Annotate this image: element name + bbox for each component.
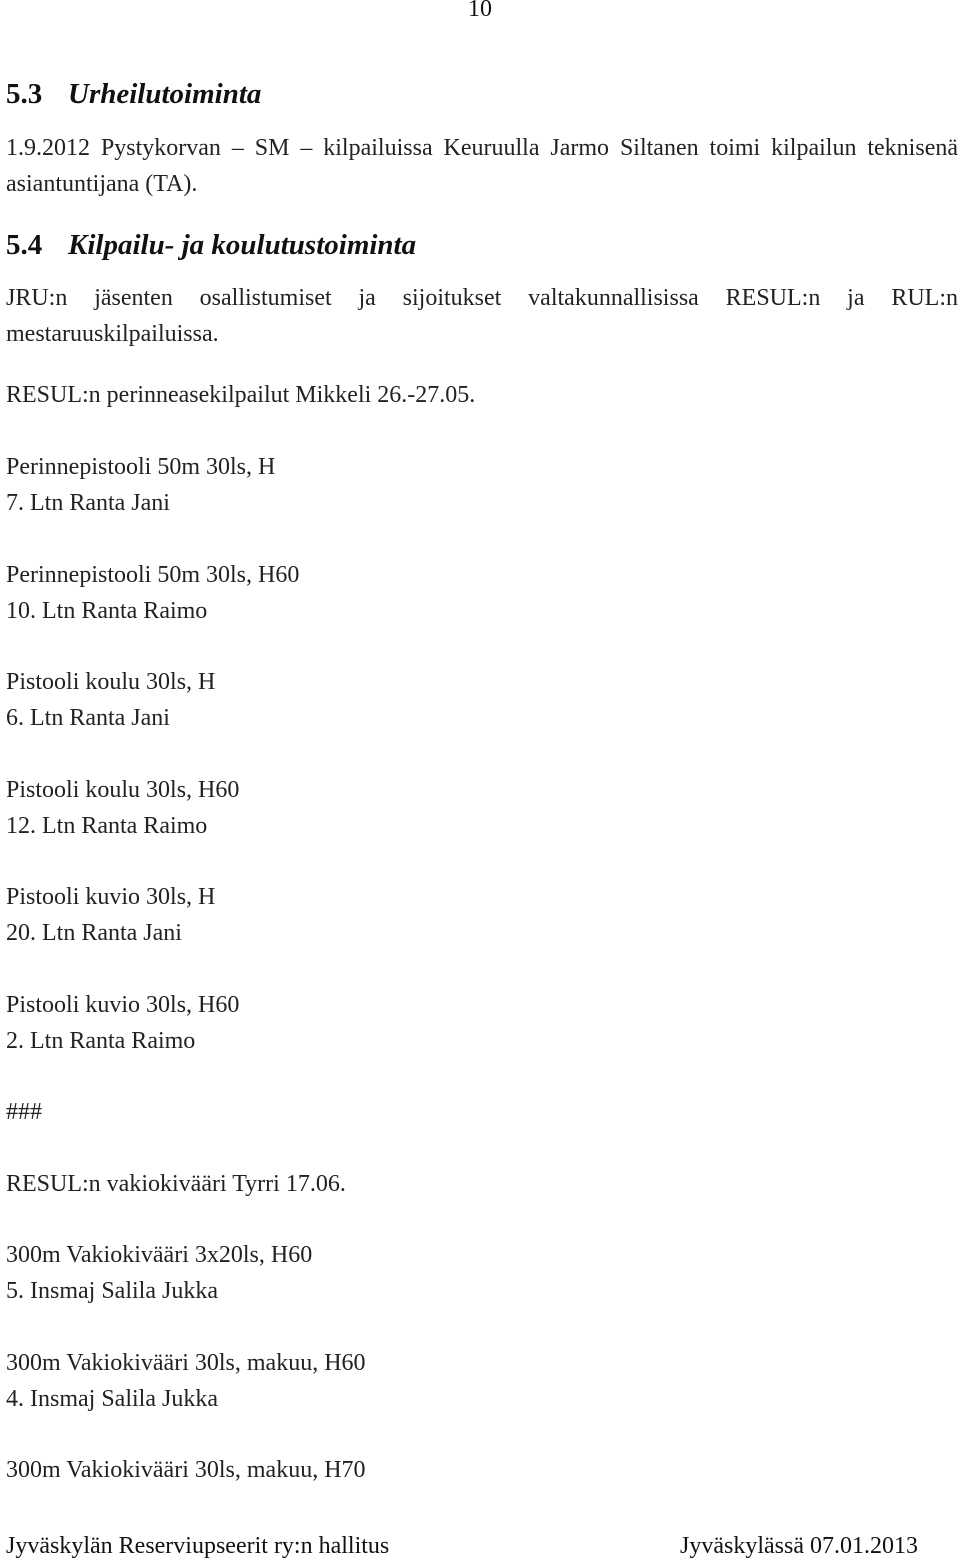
section-title: Kilpailu- ja koulutustoiminta — [68, 229, 417, 261]
result-placement: 20. Ltn Ranta Jani — [6, 920, 182, 946]
result-placement: 4. Insmaj Salila Jukka — [6, 1386, 218, 1412]
result-placement: 5. Insmaj Salila Jukka — [6, 1278, 218, 1304]
result-event: Pistooli koulu 30ls, H — [6, 669, 216, 695]
result-event: Pistooli koulu 30ls, H60 — [6, 777, 240, 803]
result-placement: 2. Ltn Ranta Raimo — [6, 1028, 196, 1054]
result-event: Perinnepistooli 50m 30ls, H60 — [6, 562, 300, 588]
result-placement: 6. Ltn Ranta Jani — [6, 705, 170, 731]
section-5-3-paragraph: 1.9.2012 Pystykorvan – SM – kilpailuissa Keuruulla Jarmo Siltanen toimi kilpailun teknisenä asiantuntijana (TA). — [6, 135, 958, 197]
competition-title-1: RESUL:n perinneasekilpailut Mikkeli 26.-27.05. — [6, 382, 476, 408]
separator: ### — [6, 1099, 42, 1125]
section-heading-5-3 — [6, 78, 261, 111]
result-event: Perinnepistooli 50m 30ls, H — [6, 454, 276, 480]
section-number: 5.4 — [6, 229, 43, 261]
competition-title-2: RESUL:n vakiokivääri Tyrri 17.06. — [6, 1171, 346, 1197]
result-placement: 12. Ltn Ranta Raimo — [6, 813, 208, 839]
result-event: 300m Vakiokivääri 3x20ls, H60 — [6, 1242, 313, 1268]
section-heading-5-4 — [6, 229, 416, 262]
result-event: Pistooli kuvio 30ls, H60 — [6, 992, 240, 1018]
section-number: 5.3 — [6, 78, 43, 110]
result-placement: 10. Ltn Ranta Raimo — [6, 598, 208, 624]
page-number: 10 — [468, 0, 492, 22]
result-placement: 7. Ltn Ranta Jani — [6, 490, 170, 516]
section-title: Urheilutoiminta — [68, 78, 262, 110]
footer-date: Jyväskylässä 07.01.2013 — [680, 1533, 918, 1559]
result-event: Pistooli kuvio 30ls, H — [6, 884, 216, 910]
result-event: 300m Vakiokivääri 30ls, makuu, H70 — [6, 1457, 366, 1483]
result-event: 300m Vakiokivääri 30ls, makuu, H60 — [6, 1350, 366, 1376]
footer-organization: Jyväskylän Reserviupseerit ry:n hallitus — [6, 1533, 390, 1559]
section-5-4-intro: JRU:n jäsenten osallistumiset ja sijoitukset valtakunnallisissa RESUL:n ja RUL:n mestaruuskilpailuissa. — [6, 285, 958, 347]
